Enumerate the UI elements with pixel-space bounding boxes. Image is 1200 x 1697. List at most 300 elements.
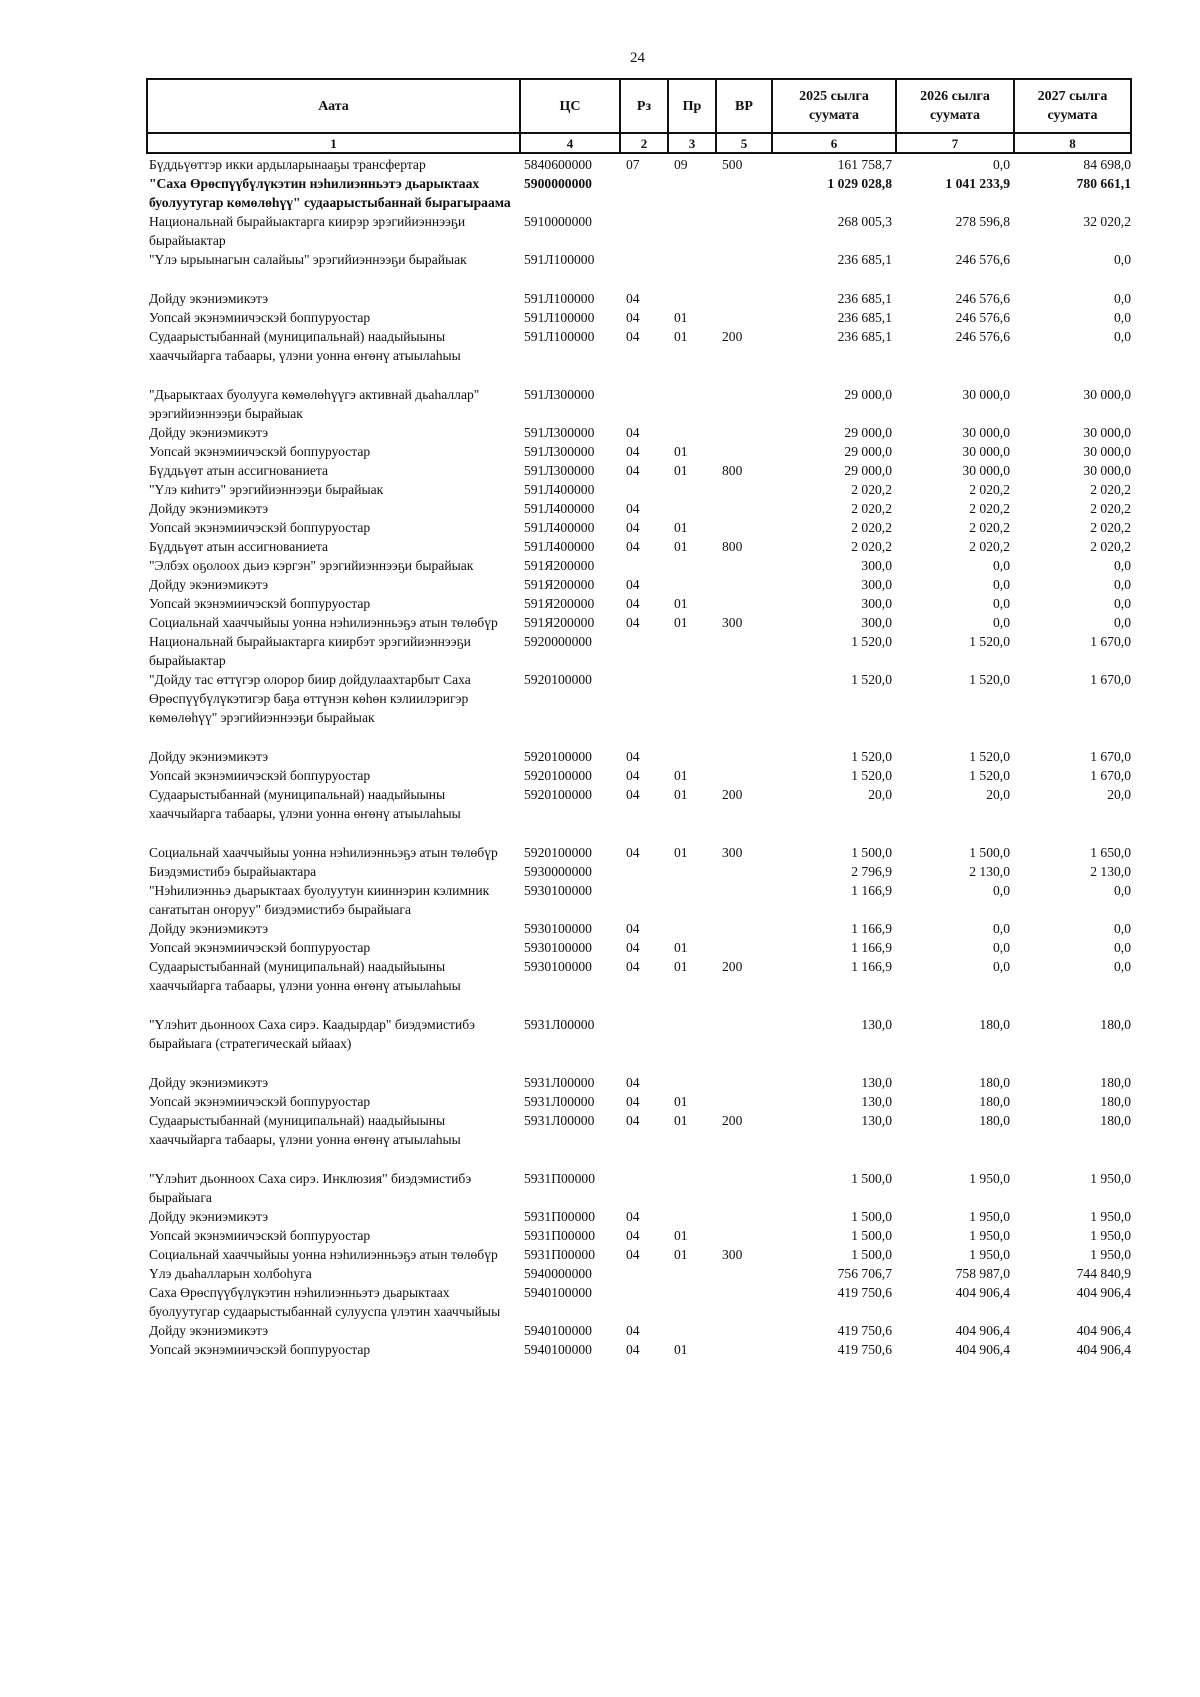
row-rz-code — [620, 556, 668, 575]
row-amount-2027: 1 650,0 — [1090, 845, 1131, 860]
row-pr-code — [668, 1169, 716, 1207]
header-pr: Пр — [668, 79, 716, 133]
row-amount-2025: 2 796,9 — [851, 864, 892, 879]
row-pr-code — [668, 174, 716, 212]
row-amount-2025: 29 000,0 — [844, 425, 892, 440]
row-amount-2025: 161 758,7 — [837, 157, 892, 172]
row-pr-code: 01 — [674, 329, 688, 344]
row-rz-code: 04 — [626, 1228, 640, 1243]
row-rz-code: 04 — [626, 1247, 640, 1262]
table-row — [147, 881, 1131, 919]
row-pr-code — [668, 289, 716, 308]
table-row — [147, 174, 1131, 212]
row-amount-2025: 756 706,7 — [837, 1266, 892, 1281]
row-amount-2026: 180,0 — [979, 1017, 1010, 1032]
row-amount-2025: 2 020,2 — [851, 482, 892, 497]
row-amount-2027: 0,0 — [1114, 577, 1131, 592]
row-rz-code: 04 — [626, 425, 640, 440]
row-rz-code — [620, 1015, 668, 1053]
table-row — [147, 423, 1131, 442]
row-vr-code: 200 — [722, 329, 743, 344]
row-rz-code: 04 — [626, 291, 640, 306]
row-cs-code: 5900000000 — [524, 176, 592, 191]
table-row — [147, 594, 1131, 613]
row-name: Биэдэмистибэ бырайыактара — [149, 864, 317, 879]
row-amount-2026: 30 000,0 — [962, 444, 1010, 459]
row-amount-2026: 0,0 — [993, 558, 1010, 573]
row-vr-code: 300 — [722, 845, 743, 860]
row-amount-2026: 246 576,6 — [955, 291, 1010, 306]
row-amount-2025: 300,0 — [861, 615, 892, 630]
row-amount-2026: 0,0 — [993, 921, 1010, 936]
row-name: Уопсай экэнэмиичэскэй боппуруостар — [149, 1094, 371, 1109]
row-amount-2026: 0,0 — [993, 596, 1010, 611]
row-amount-2027: 404 906,4 — [1076, 1342, 1131, 1357]
row-name: Уопсай экэнэмиичэскэй боппуруостар — [149, 1342, 371, 1357]
row-rz-code: 04 — [626, 940, 640, 955]
row-amount-2026: 20,0 — [986, 787, 1010, 802]
row-rz-code: 04 — [626, 310, 640, 325]
table-row — [147, 957, 1131, 995]
row-cs-code: 591Я200000 — [524, 558, 595, 573]
row-amount-2027: 180,0 — [1100, 1075, 1131, 1090]
row-pr-code: 09 — [674, 157, 688, 172]
column-number-row — [147, 133, 1131, 153]
row-name: Үлэ дьаһалларын холбоһуга — [149, 1266, 312, 1281]
row-name: "Нэһилиэнньэ дьарыктаах буолуутун кииннэрин кэлимник саҥатытан оҥоруу" биэдэмистибэ бырайыага — [149, 883, 490, 917]
row-amount-2025: 300,0 — [861, 577, 892, 592]
row-amount-2027: 1 950,0 — [1090, 1247, 1131, 1262]
row-vr-code — [716, 1340, 772, 1359]
row-pr-code: 01 — [674, 787, 688, 802]
row-amount-2025: 2 020,2 — [851, 501, 892, 516]
row-spacer — [147, 269, 1131, 289]
row-pr-code — [668, 250, 716, 269]
row-amount-2025: 300,0 — [861, 596, 892, 611]
row-amount-2026: 1 520,0 — [969, 672, 1010, 687]
row-vr-code — [716, 594, 772, 613]
table-row — [147, 613, 1131, 632]
row-amount-2026: 30 000,0 — [962, 463, 1010, 478]
row-name: "Үлэ киһитэ" эрэгийиэннээҕи бырайыак — [149, 482, 384, 497]
row-vr-code: 200 — [722, 787, 743, 802]
row-name: Судаарыстыбаннай (муниципальнай) наадыйыыны хааччыйарга табаары, үлэни уонна өҥөнү атыылаһыы — [149, 959, 461, 993]
row-vr-code — [716, 1207, 772, 1226]
table-row — [147, 1283, 1131, 1321]
row-name: Дойду экэниэмикэтэ — [149, 1209, 269, 1224]
table-row — [147, 747, 1131, 766]
row-rz-code: 04 — [626, 539, 640, 554]
row-amount-2027: 2 020,2 — [1090, 482, 1131, 497]
row-rz-code — [620, 670, 668, 727]
row-vr-code — [716, 174, 772, 212]
table-header — [147, 79, 1131, 153]
row-pr-code: 01 — [674, 959, 688, 974]
table-row — [147, 670, 1131, 727]
row-amount-2025: 1 520,0 — [851, 768, 892, 783]
row-pr-code — [668, 747, 716, 766]
table-row — [147, 938, 1131, 957]
row-cs-code: 591Л400000 — [524, 539, 595, 554]
row-name: Дойду экэниэмикэтэ — [149, 921, 269, 936]
row-spacer-cell — [147, 365, 1131, 385]
table-body — [147, 153, 1131, 1359]
row-amount-2026: 758 987,0 — [955, 1266, 1010, 1281]
row-name: Уопсай экэнэмиичэскэй боппуруостар — [149, 1228, 371, 1243]
column-number: 3 — [668, 133, 716, 153]
row-amount-2025: 236 685,1 — [837, 310, 892, 325]
row-cs-code: 5940100000 — [524, 1285, 592, 1300]
row-spacer — [147, 823, 1131, 843]
table-row — [147, 843, 1131, 862]
row-pr-code — [668, 881, 716, 919]
row-rz-code — [620, 480, 668, 499]
row-amount-2026: 1 500,0 — [969, 845, 1010, 860]
row-name: "Дьарыктаах буолууга көмөлөһүүгэ активнай дьаһаллар" эрэгийиэннээҕи бырайыак — [149, 387, 480, 421]
row-vr-code: 200 — [722, 1113, 743, 1128]
row-rz-code: 04 — [626, 596, 640, 611]
row-pr-code — [668, 556, 716, 575]
row-name: Уопсай экэнэмиичэскэй боппуруостар — [149, 768, 371, 783]
row-amount-2026: 1 520,0 — [969, 634, 1010, 649]
row-cs-code: 591Л100000 — [524, 310, 595, 325]
row-rz-code: 04 — [626, 463, 640, 478]
row-amount-2025: 1 166,9 — [851, 921, 892, 936]
row-pr-code — [668, 575, 716, 594]
row-amount-2026: 1 041 233,9 — [945, 176, 1010, 191]
row-amount-2025: 1 166,9 — [851, 883, 892, 898]
table-row — [147, 1264, 1131, 1283]
table-row — [147, 385, 1131, 423]
row-amount-2026: 246 576,6 — [955, 252, 1010, 267]
header-cs: ЦС — [520, 79, 620, 133]
row-pr-code — [668, 212, 716, 250]
row-pr-code: 01 — [674, 596, 688, 611]
row-amount-2027: 30 000,0 — [1083, 444, 1131, 459]
row-vr-code — [716, 1073, 772, 1092]
row-name: Социальнай хааччыйыы уонна нэһилиэнньэҕэ атын төлөбүр — [149, 845, 498, 860]
row-amount-2025: 1 500,0 — [851, 1171, 892, 1186]
row-pr-code — [668, 1321, 716, 1340]
row-pr-code: 01 — [674, 310, 688, 325]
row-name: Дойду экэниэмикэтэ — [149, 501, 269, 516]
row-vr-code — [716, 250, 772, 269]
row-vr-code — [716, 480, 772, 499]
row-spacer-cell — [147, 1149, 1131, 1169]
row-cs-code: 591Я200000 — [524, 615, 595, 630]
header-rz: Рз — [620, 79, 668, 133]
row-cs-code: 5930100000 — [524, 959, 592, 974]
row-rz-code: 04 — [626, 501, 640, 516]
row-pr-code — [668, 423, 716, 442]
row-vr-code — [716, 289, 772, 308]
row-rz-code — [620, 1283, 668, 1321]
row-amount-2027: 0,0 — [1114, 615, 1131, 630]
row-pr-code — [668, 385, 716, 423]
header-2025: 2025 сылга суумата — [772, 79, 896, 133]
row-amount-2025: 130,0 — [861, 1017, 892, 1032]
row-rz-code — [620, 881, 668, 919]
table-row — [147, 556, 1131, 575]
row-cs-code: 5940000000 — [524, 1266, 592, 1281]
row-pr-code — [668, 670, 716, 727]
row-vr-code: 300 — [722, 615, 743, 630]
row-name: "Элбэх оҕолоох дьиэ кэргэн" эрэгийиэннээҕи бырайыак — [149, 558, 474, 573]
row-amount-2026: 2 020,2 — [969, 501, 1010, 516]
row-amount-2025: 130,0 — [861, 1075, 892, 1090]
row-amount-2027: 84 698,0 — [1083, 157, 1131, 172]
row-amount-2026: 246 576,6 — [955, 329, 1010, 344]
row-vr-code — [716, 1321, 772, 1340]
row-amount-2026: 2 020,2 — [969, 539, 1010, 554]
row-rz-code — [620, 385, 668, 423]
row-vr-code — [716, 385, 772, 423]
table-row — [147, 1207, 1131, 1226]
row-pr-code — [668, 1015, 716, 1053]
row-rz-code: 04 — [626, 1113, 640, 1128]
row-spacer — [147, 1149, 1131, 1169]
row-name: "Дойду тас өттүгэр олорор биир дойдулаахтарбыт Саха Өрөспүүбүлүкэтигэр баҕа өттүнэн көһөн кэлиилэригэр көмөлөһүү" эрэгийиэннээҕи бырайыак — [149, 672, 471, 725]
row-vr-code — [716, 919, 772, 938]
row-amount-2026: 0,0 — [993, 577, 1010, 592]
row-name: Дойду экэниэмикэтэ — [149, 1323, 269, 1338]
row-rz-code: 04 — [626, 577, 640, 592]
row-amount-2027: 0,0 — [1114, 921, 1131, 936]
table-row — [147, 1340, 1131, 1359]
row-spacer-cell — [147, 1053, 1131, 1073]
row-amount-2025: 1 520,0 — [851, 634, 892, 649]
row-amount-2025: 268 005,3 — [837, 214, 892, 229]
table-row — [147, 1073, 1131, 1092]
row-cs-code: 5931Л00000 — [524, 1094, 595, 1109]
row-pr-code — [668, 919, 716, 938]
row-pr-code: 01 — [674, 444, 688, 459]
row-name: Дойду экэниэмикэтэ — [149, 577, 269, 592]
row-amount-2026: 246 576,6 — [955, 310, 1010, 325]
row-name: Бүддьүөт атын ассигнованиета — [149, 539, 329, 554]
table-row — [147, 1015, 1131, 1053]
row-cs-code: 5940100000 — [524, 1342, 592, 1357]
row-cs-code: 591Л300000 — [524, 444, 595, 459]
row-cs-code: 5931П00000 — [524, 1247, 595, 1262]
row-spacer-cell — [147, 995, 1131, 1015]
row-pr-code: 01 — [674, 520, 688, 535]
row-vr-code — [716, 766, 772, 785]
row-rz-code: 04 — [626, 959, 640, 974]
row-amount-2027: 744 840,9 — [1076, 1266, 1131, 1281]
row-cs-code: 5930100000 — [524, 921, 592, 936]
row-amount-2026: 0,0 — [993, 883, 1010, 898]
row-cs-code: 591Л100000 — [524, 291, 595, 306]
row-vr-code — [716, 212, 772, 250]
row-rz-code: 04 — [626, 444, 640, 459]
table-row — [147, 153, 1131, 174]
row-amount-2025: 1 500,0 — [851, 1228, 892, 1243]
row-spacer — [147, 727, 1131, 747]
header-name: Аата — [147, 79, 520, 133]
table-row — [147, 575, 1131, 594]
row-spacer — [147, 365, 1131, 385]
row-rz-code: 04 — [626, 520, 640, 535]
row-cs-code: 591Я200000 — [524, 596, 595, 611]
row-pr-code — [668, 1283, 716, 1321]
row-amount-2025: 300,0 — [861, 558, 892, 573]
row-amount-2026: 0,0 — [993, 157, 1010, 172]
row-cs-code: 5931Л00000 — [524, 1017, 595, 1032]
row-amount-2027: 32 020,2 — [1083, 214, 1131, 229]
row-rz-code — [620, 1264, 668, 1283]
row-amount-2027: 1 670,0 — [1090, 768, 1131, 783]
row-amount-2026: 1 950,0 — [969, 1171, 1010, 1186]
row-pr-code — [668, 632, 716, 670]
row-cs-code: 5931П00000 — [524, 1171, 595, 1186]
row-amount-2025: 130,0 — [861, 1094, 892, 1109]
row-pr-code: 01 — [674, 1247, 688, 1262]
row-amount-2025: 236 685,1 — [837, 252, 892, 267]
table-row — [147, 499, 1131, 518]
row-amount-2027: 780 661,1 — [1076, 176, 1131, 191]
row-amount-2025: 1 166,9 — [851, 959, 892, 974]
row-vr-code — [716, 1226, 772, 1245]
row-amount-2025: 2 020,2 — [851, 520, 892, 535]
row-pr-code — [668, 1264, 716, 1283]
row-name: "Үлэһит дьонноох Саха сирэ. Каадырдар" биэдэмистибэ бырайыага (стратегическай ыйаах) — [149, 1017, 476, 1051]
row-vr-code: 500 — [722, 157, 743, 172]
row-pr-code — [668, 1207, 716, 1226]
row-amount-2027: 1 670,0 — [1090, 634, 1131, 649]
row-cs-code: 591Л300000 — [524, 387, 595, 402]
row-amount-2027: 0,0 — [1114, 558, 1131, 573]
row-vr-code — [716, 499, 772, 518]
row-cs-code: 5920100000 — [524, 787, 592, 802]
header-vr: ВР — [716, 79, 772, 133]
row-cs-code: 5931Л00000 — [524, 1113, 595, 1128]
row-rz-code: 04 — [626, 1075, 640, 1090]
row-cs-code: 5930100000 — [524, 883, 592, 898]
row-amount-2027: 30 000,0 — [1083, 387, 1131, 402]
row-rz-code: 04 — [626, 1342, 640, 1357]
row-name: Судаарыстыбаннай (муниципальнай) наадыйыыны хааччыйарга табаары, үлэни уонна өҥөнү атыылаһыы — [149, 1113, 461, 1147]
row-pr-code: 01 — [674, 940, 688, 955]
row-rz-code — [620, 250, 668, 269]
row-amount-2025: 419 750,6 — [837, 1285, 892, 1300]
row-vr-code — [716, 1092, 772, 1111]
row-rz-code — [620, 174, 668, 212]
row-amount-2026: 404 906,4 — [955, 1342, 1010, 1357]
row-amount-2026: 2 130,0 — [969, 864, 1010, 879]
table-row — [147, 766, 1131, 785]
row-amount-2027: 20,0 — [1107, 787, 1131, 802]
row-vr-code — [716, 308, 772, 327]
row-rz-code: 04 — [626, 1323, 640, 1338]
row-rz-code: 04 — [626, 1094, 640, 1109]
budget-table — [146, 78, 1132, 1359]
row-amount-2026: 404 906,4 — [955, 1323, 1010, 1338]
row-amount-2027: 1 670,0 — [1090, 672, 1131, 687]
table-row — [147, 212, 1131, 250]
row-rz-code: 04 — [626, 921, 640, 936]
row-amount-2027: 0,0 — [1114, 596, 1131, 611]
row-amount-2026: 404 906,4 — [955, 1285, 1010, 1300]
row-cs-code: 591Я200000 — [524, 577, 595, 592]
table-row — [147, 862, 1131, 881]
row-vr-code — [716, 632, 772, 670]
row-pr-code — [668, 499, 716, 518]
row-rz-code: 04 — [626, 768, 640, 783]
row-amount-2027: 0,0 — [1114, 291, 1131, 306]
row-vr-code — [716, 1283, 772, 1321]
row-amount-2026: 278 596,8 — [955, 214, 1010, 229]
row-amount-2026: 1 520,0 — [969, 749, 1010, 764]
row-amount-2025: 2 020,2 — [851, 539, 892, 554]
row-cs-code: 591Л100000 — [524, 252, 595, 267]
row-amount-2025: 1 500,0 — [851, 1247, 892, 1262]
row-rz-code: 07 — [626, 157, 640, 172]
row-amount-2025: 1 500,0 — [851, 845, 892, 860]
row-pr-code: 01 — [674, 1113, 688, 1128]
row-amount-2027: 1 670,0 — [1090, 749, 1131, 764]
row-name: Социальнай хааччыйыы уонна нэһилиэнньэҕэ атын төлөбүр — [149, 615, 498, 630]
row-amount-2026: 1 950,0 — [969, 1228, 1010, 1243]
row-amount-2027: 0,0 — [1114, 883, 1131, 898]
row-name: Социальнай хааччыйыы уонна нэһилиэнньэҕэ атын төлөбүр — [149, 1247, 498, 1262]
row-name: Уопсай экэнэмиичэскэй боппуруостар — [149, 444, 371, 459]
row-cs-code: 5920100000 — [524, 672, 592, 687]
row-amount-2025: 1 520,0 — [851, 749, 892, 764]
row-pr-code — [668, 1073, 716, 1092]
row-amount-2025: 1 029 028,8 — [827, 176, 892, 191]
row-amount-2025: 419 750,6 — [837, 1323, 892, 1338]
row-amount-2026: 30 000,0 — [962, 387, 1010, 402]
row-vr-code: 800 — [722, 539, 743, 554]
row-spacer-cell — [147, 269, 1131, 289]
row-amount-2026: 180,0 — [979, 1094, 1010, 1109]
row-amount-2027: 30 000,0 — [1083, 463, 1131, 478]
row-amount-2027: 1 950,0 — [1090, 1171, 1131, 1186]
table-row — [147, 919, 1131, 938]
row-name: Национальнай бырайыактарга киирэр эрэгийиэннээҕи бырайыактар — [149, 214, 466, 248]
row-spacer — [147, 1053, 1131, 1073]
row-cs-code: 5931П00000 — [524, 1209, 595, 1224]
row-cs-code: 5931П00000 — [524, 1228, 595, 1243]
row-amount-2026: 30 000,0 — [962, 425, 1010, 440]
row-name: Саха Өрөспүүбүлүкэтин нэһилиэнньэтэ дьарыктаах буолуутугар судаарыстыбаннай сулууспа үлэтин хааччыйыы — [149, 1285, 501, 1319]
row-amount-2027: 180,0 — [1100, 1017, 1131, 1032]
table-row — [147, 1111, 1131, 1149]
table-row — [147, 1321, 1131, 1340]
row-spacer — [147, 995, 1131, 1015]
table-row — [147, 1092, 1131, 1111]
table-row — [147, 518, 1131, 537]
row-vr-code — [716, 938, 772, 957]
row-rz-code: 04 — [626, 615, 640, 630]
row-pr-code: 01 — [674, 845, 688, 860]
row-amount-2027: 0,0 — [1114, 329, 1131, 344]
row-amount-2027: 404 906,4 — [1076, 1285, 1131, 1300]
row-rz-code: 04 — [626, 787, 640, 802]
row-name: Уопсай экэнэмиичэскэй боппуруостар — [149, 940, 371, 955]
column-number: 8 — [1014, 133, 1131, 153]
column-number: 1 — [147, 133, 520, 153]
row-amount-2026: 180,0 — [979, 1075, 1010, 1090]
row-cs-code: 5940100000 — [524, 1323, 592, 1338]
header-2027: 2027 сылга суумата — [1014, 79, 1131, 133]
row-rz-code: 04 — [626, 1209, 640, 1224]
row-amount-2027: 0,0 — [1114, 959, 1131, 974]
row-cs-code: 591Л400000 — [524, 482, 595, 497]
row-name: Дойду экэниэмикэтэ — [149, 291, 269, 306]
row-vr-code: 300 — [722, 1247, 743, 1262]
